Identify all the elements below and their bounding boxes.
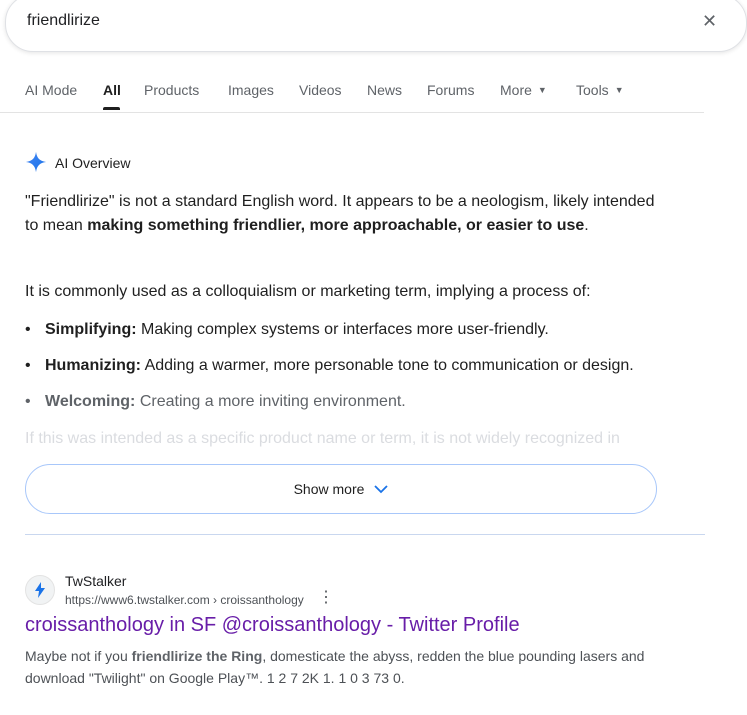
tab-products[interactable]: Products [144, 82, 200, 98]
ai-overview-title: AI Overview [55, 155, 131, 171]
lightning-icon [33, 582, 47, 598]
faded-continuation-text: If this was intended as a specific product name or term, it is not widely recognized in [25, 430, 620, 447]
site-favicon[interactable] [25, 575, 55, 605]
list-item [25, 390, 406, 414]
ai-overview-header [25, 151, 131, 178]
active-tab-indicator [103, 107, 120, 110]
tab-more-label: More [500, 82, 532, 98]
chevron-down-icon [374, 484, 388, 494]
tab-all[interactable]: All [103, 82, 121, 98]
result-title-link[interactable]: croissanthology in SF @croissanthology - Twitter Profile [25, 614, 520, 636]
ai-overview-intro: It is commonly used as a colloquialism or marketing term, implying a process of: [25, 283, 591, 300]
close-icon[interactable]: ✕ [702, 11, 718, 31]
search-input[interactable]: friendlirize [27, 12, 100, 29]
show-more-label: Show more [293, 481, 365, 497]
result-url[interactable]: https://www6.twstalker.com › croissanthology [65, 593, 304, 607]
result-site-name[interactable]: TwStalker [65, 573, 127, 589]
search-bar[interactable] [5, 0, 747, 52]
list-item [25, 318, 549, 342]
bullet-term: Welcoming: [45, 393, 136, 410]
bullet-term: Simplifying: [45, 321, 137, 338]
more-options-icon[interactable]: ⋮ [318, 589, 334, 606]
snippet-text-end: , domesticate the abyss, redden the blue pounding lasers and download "Twilight" on Google Play™. 1 2 7 2K 1. 1 0 3 73 0. [25, 648, 645, 686]
tab-images[interactable]: Images [228, 82, 274, 98]
snippet-text: Maybe not if you [25, 648, 132, 664]
bullet-text: Making complex systems or interfaces more user-friendly. [136, 321, 549, 338]
bullet-text: Adding a warmer, more personable tone to communication or design. [141, 357, 634, 374]
bullet-text: Creating a more inviting environment. [135, 393, 406, 410]
tab-tools-label: Tools [576, 82, 609, 98]
tab-news[interactable]: News [367, 82, 403, 98]
sparkle-icon [25, 151, 47, 173]
list-item [25, 354, 634, 378]
bullet-dot: • [25, 393, 31, 410]
paragraph-bold-text: making something friendlier, more approachable, or easier to use [87, 217, 585, 234]
snippet-bold: friendlirize the Ring [131, 648, 263, 664]
bullet-term: Humanizing: [45, 357, 141, 374]
ai-overview-paragraph [25, 190, 665, 238]
paragraph-text: "Friendlirize" is not a standard English word. It appears to be a neologism, likely intended to mean [25, 193, 655, 234]
paragraph-end: . [584, 217, 589, 234]
show-more-button[interactable] [25, 464, 657, 514]
tab-videos[interactable]: Videos [299, 82, 342, 98]
bullet-dot: • [25, 357, 31, 374]
tab-more[interactable] [500, 82, 547, 98]
section-divider [25, 534, 705, 535]
tab-forums[interactable]: Forums [427, 82, 475, 98]
caret-down-icon: ▼ [537, 85, 547, 95]
result-snippet [25, 645, 685, 689]
tab-ai-mode[interactable]: AI Mode [25, 82, 78, 98]
caret-down-icon: ▼ [614, 85, 624, 95]
bullet-dot: • [25, 321, 31, 338]
tab-tools[interactable] [576, 82, 624, 98]
